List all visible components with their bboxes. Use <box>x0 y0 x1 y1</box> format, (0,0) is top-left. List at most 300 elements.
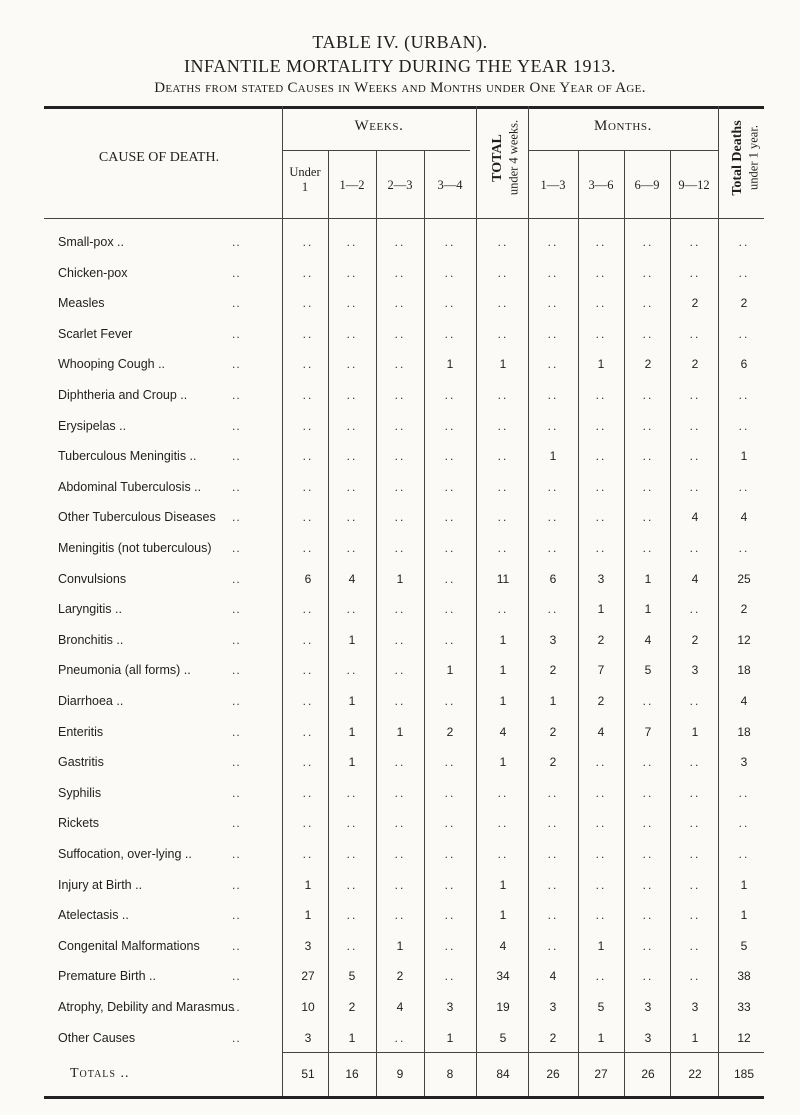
table-cell: .. <box>497 510 509 525</box>
total-deaths-header: Total Deaths <box>730 120 745 196</box>
table-cell: .. <box>444 602 456 617</box>
table-cell: .. <box>738 541 750 555</box>
table-cell: 2 <box>597 632 605 647</box>
table-cell: .. <box>547 388 559 402</box>
table-cell: .. <box>547 265 559 280</box>
table-cell: .. <box>346 785 358 800</box>
table-caption: Deaths from stated Causes in Weeks and Months under One Year of Age. <box>154 80 646 96</box>
table-cell: 5 <box>644 663 652 678</box>
leader-dots: .. <box>232 265 241 280</box>
table-cell: 4 <box>644 632 652 647</box>
table-cell: 2 <box>348 1000 356 1014</box>
leader-dots: .. <box>232 388 241 402</box>
leader-dots: .. <box>232 1000 241 1014</box>
table-cell: 5 <box>740 938 748 953</box>
table-cell: .. <box>595 969 607 984</box>
table-cell: 1 <box>499 908 507 923</box>
leader-dots: .. <box>232 449 241 464</box>
table-cell: .. <box>642 694 654 708</box>
table-cell: 1 <box>499 357 507 372</box>
table-cell: 1 <box>691 724 699 739</box>
totals-cell: 22 <box>688 1067 702 1081</box>
week-col-header: 3—4 <box>437 178 463 192</box>
table-cell: .. <box>444 418 456 433</box>
table-cell: 11 <box>496 571 510 586</box>
table-cell: .. <box>394 1030 406 1045</box>
table-cell: .. <box>444 816 456 831</box>
table-cell: .. <box>302 449 314 464</box>
totals-cell: 8 <box>446 1067 454 1081</box>
table-cell: .. <box>346 602 358 617</box>
table-cell: .. <box>444 938 456 953</box>
table-cell: .. <box>497 847 509 861</box>
table-cell: .. <box>738 235 750 249</box>
table-cell: .. <box>642 816 654 831</box>
table-cell: .. <box>302 816 314 831</box>
table-cell: 3 <box>549 1000 557 1014</box>
table-cell: 1 <box>348 1030 356 1045</box>
table-cell: .. <box>302 541 314 555</box>
table-cell: .. <box>497 479 509 494</box>
table-cell: .. <box>642 235 654 249</box>
table-cell: .. <box>595 326 607 341</box>
table-cell: .. <box>444 908 456 923</box>
table-cell: .. <box>497 388 509 402</box>
table-cell: .. <box>595 877 607 892</box>
table-cell: .. <box>346 816 358 831</box>
cause-label: Enteritis <box>58 724 104 739</box>
table-cell: .. <box>547 326 559 341</box>
table-cell: .. <box>394 296 406 311</box>
table-cell: .. <box>642 877 654 892</box>
table-cell: 2 <box>691 357 699 372</box>
table-cell: .. <box>394 357 406 372</box>
table-cell: .. <box>595 908 607 923</box>
table-cell: .. <box>346 541 358 555</box>
table-cell: 1 <box>549 449 557 464</box>
table-cell: 2 <box>691 296 699 311</box>
weeks-header: Weeks. <box>354 118 404 134</box>
leader-dots: .. <box>232 571 241 586</box>
table-cell: 2 <box>549 663 557 678</box>
table-cell: .. <box>302 510 314 525</box>
table-cell: 1 <box>396 571 404 586</box>
total-deaths-subheader: under 1 year. <box>746 125 761 190</box>
table-cell: .. <box>302 418 314 433</box>
table-cell: .. <box>497 418 509 433</box>
table-cell: 18 <box>737 663 751 678</box>
table-cell: 12 <box>737 1030 751 1045</box>
table-cell: .. <box>394 663 406 678</box>
column-divider <box>718 106 719 1096</box>
table-cell: .. <box>302 296 314 311</box>
cause-label: Tuberculous Meningitis .. <box>58 449 197 464</box>
table-cell: .. <box>642 449 654 464</box>
leader-dots: .. <box>232 418 241 433</box>
table-cell: 3 <box>644 1000 652 1014</box>
table-cell: 1 <box>597 357 605 372</box>
table-cell: .. <box>689 694 701 708</box>
cause-label: Diphtheria and Croup .. <box>58 388 188 402</box>
table-cell: .. <box>547 479 559 494</box>
table-cell: .. <box>547 541 559 555</box>
table-cell: .. <box>547 816 559 831</box>
table-cell: .. <box>547 296 559 311</box>
table-cell: 1 <box>446 663 454 678</box>
table-cell: .. <box>689 908 701 923</box>
week-col-header: 2—3 <box>387 178 413 192</box>
table-cell: .. <box>595 847 607 861</box>
table-cell: 1 <box>304 908 312 923</box>
cause-label: Congenital Malformations <box>58 938 200 953</box>
table-cell: .. <box>689 847 701 861</box>
cause-label: Scarlet Fever <box>58 326 133 341</box>
table-cell: .. <box>346 663 358 678</box>
leader-dots: .. <box>232 755 241 770</box>
table-subtitle: INFANTILE MORTALITY DURING THE YEAR 1913. <box>184 56 616 76</box>
table-cell: 2 <box>740 602 748 617</box>
table-cell: 1 <box>691 1030 699 1045</box>
table-cell: 2 <box>549 724 557 739</box>
table-cell: 27 <box>301 969 315 984</box>
table-cell: .. <box>547 938 559 953</box>
cause-label: Suffocation, over-lying .. <box>58 847 192 861</box>
table-cell: 2 <box>446 724 454 739</box>
table-cell: .. <box>302 632 314 647</box>
cause-label: Premature Birth .. <box>58 969 156 984</box>
table-cell: 3 <box>691 663 699 678</box>
table-cell: .. <box>642 969 654 984</box>
leader-dots: .. <box>232 1030 241 1045</box>
table-cell: .. <box>346 326 358 341</box>
table-cell: .. <box>497 326 509 341</box>
table-cell: 1 <box>499 694 507 708</box>
table-cell: 1 <box>740 908 748 923</box>
table-cell: .. <box>346 510 358 525</box>
table-cell: .. <box>689 418 701 433</box>
cause-label: Bronchitis .. <box>58 632 124 647</box>
table-cell: 4 <box>396 1000 404 1014</box>
table-cell: .. <box>595 541 607 555</box>
table-cell: 1 <box>446 357 454 372</box>
table-cell: .. <box>689 388 701 402</box>
cause-label: Whooping Cough .. <box>58 357 166 372</box>
leader-dots: .. <box>232 785 241 800</box>
table-cell: 2 <box>549 755 557 770</box>
table-cell: 5 <box>597 1000 605 1014</box>
leader-dots: .. <box>232 510 241 525</box>
cause-label: Other Tuberculous Diseases <box>58 510 216 525</box>
month-col-header: 9—12 <box>678 178 710 192</box>
table-cell: .. <box>547 847 559 861</box>
table-cell: 6 <box>740 357 748 372</box>
cause-label: Atelectasis .. <box>58 908 129 923</box>
table-cell: 1 <box>499 632 507 647</box>
table-cell: .. <box>346 938 358 953</box>
table-cell: 1 <box>740 877 748 892</box>
table-cell: .. <box>547 418 559 433</box>
cause-label: Measles <box>58 296 105 311</box>
table-cell: .. <box>444 632 456 647</box>
leader-dots: .. <box>232 632 241 647</box>
table-cell: .. <box>302 663 314 678</box>
table-cell: .. <box>394 510 406 525</box>
table-cell: .. <box>497 541 509 555</box>
leader-dots: .. <box>232 479 241 494</box>
table-cell: 7 <box>644 724 652 739</box>
table-cell: .. <box>689 541 701 555</box>
table-cell: 12 <box>737 632 751 647</box>
table-cell: .. <box>394 694 406 708</box>
table-cell: .. <box>394 265 406 280</box>
leader-dots: .. <box>232 602 241 617</box>
column-divider <box>282 106 283 1096</box>
table-cell: 1 <box>396 724 404 739</box>
table-cell: .. <box>444 296 456 311</box>
leader-dots: .. <box>232 877 241 892</box>
month-col-header: 1—3 <box>540 178 566 192</box>
table-cell: .. <box>642 418 654 433</box>
table-cell: .. <box>497 296 509 311</box>
leader-dots: .. <box>232 847 241 861</box>
table-cell: .. <box>497 265 509 280</box>
table-cell: 4 <box>348 571 356 586</box>
table-cell: 6 <box>549 571 557 586</box>
table-cell: .. <box>346 847 358 861</box>
totals-cell: 84 <box>496 1067 510 1081</box>
table-cell: .. <box>642 847 654 861</box>
table-cell: .. <box>689 479 701 494</box>
table-cell: 18 <box>737 724 751 739</box>
table-cell: .. <box>346 908 358 923</box>
total-under-4-weeks-subheader: under 4 weeks. <box>506 119 521 196</box>
table-cell: 38 <box>737 969 751 984</box>
table-cell: .. <box>595 510 607 525</box>
totals-label: Totals .. <box>70 1066 130 1081</box>
table-cell: .. <box>302 326 314 341</box>
table-cell: 1 <box>597 1030 605 1045</box>
totals-cell: 185 <box>733 1067 755 1081</box>
column-divider <box>424 150 425 1096</box>
table-cell: 3 <box>740 755 748 770</box>
month-col-header: 6—9 <box>634 178 660 192</box>
table-cell: .. <box>444 969 456 984</box>
table-cell: .. <box>642 296 654 311</box>
totals-cell: 51 <box>301 1067 315 1081</box>
table-cell: .. <box>444 694 456 708</box>
table-cell: .. <box>302 602 314 617</box>
table-cell: .. <box>394 449 406 464</box>
cause-label: Diarrhoea .. <box>58 694 124 708</box>
table-cell: .. <box>302 388 314 402</box>
table-cell: .. <box>302 724 314 739</box>
table-cell: 6 <box>304 571 312 586</box>
table-cell: 5 <box>348 969 356 984</box>
table-cell: .. <box>547 908 559 923</box>
table-cell: 1 <box>597 938 605 953</box>
column-divider <box>528 106 529 1096</box>
table-cell: .. <box>642 785 654 800</box>
table-cell: 1 <box>597 602 605 617</box>
table-cell: 1 <box>644 571 652 586</box>
table-cell: 33 <box>737 1000 751 1014</box>
table-cell: .. <box>394 755 406 770</box>
table-cell: .. <box>689 602 701 617</box>
month-col-header: 3—6 <box>588 178 614 192</box>
table-cell: 4 <box>740 510 748 525</box>
table-cell: 10 <box>301 1000 315 1014</box>
totals-cell: 9 <box>396 1067 404 1081</box>
table-cell: 1 <box>499 877 507 892</box>
table-cell: .. <box>444 877 456 892</box>
totals-cell: 27 <box>594 1067 608 1081</box>
table-cell: .. <box>346 418 358 433</box>
cause-label: Erysipelas .. <box>58 418 127 433</box>
table-cell: .. <box>302 785 314 800</box>
table-cell: .. <box>689 449 701 464</box>
table-cell: .. <box>444 235 456 249</box>
table-cell: 4 <box>499 938 507 953</box>
table-cell: .. <box>642 541 654 555</box>
table-cell: .. <box>595 235 607 249</box>
table-cell: .. <box>642 510 654 525</box>
table-cell: .. <box>346 877 358 892</box>
table-cell: .. <box>689 235 701 249</box>
table-cell: 2 <box>396 969 404 984</box>
totals-cell: 26 <box>546 1067 560 1081</box>
table-cell: 3 <box>549 632 557 647</box>
table-cell: .. <box>346 357 358 372</box>
table-cell: .. <box>302 235 314 249</box>
table-cell: .. <box>497 785 509 800</box>
leader-dots: .. <box>232 663 241 678</box>
table-cell: 1 <box>348 694 356 708</box>
table-cell: 2 <box>644 357 652 372</box>
table-cell: 3 <box>691 1000 699 1014</box>
leader-dots: .. <box>232 357 241 372</box>
table-cell: .. <box>547 357 559 372</box>
table-cell: .. <box>346 265 358 280</box>
table-cell: .. <box>689 816 701 831</box>
table-cell: .. <box>547 235 559 249</box>
table-cell: 25 <box>737 571 751 586</box>
total-under-4-weeks-header: TOTAL <box>490 134 505 182</box>
cause-label: Abdominal Tuberculosis .. <box>58 479 202 494</box>
table-cell: .. <box>738 785 750 800</box>
table-cell: .. <box>444 847 456 861</box>
leader-dots: .. <box>232 541 241 555</box>
cause-label: Atrophy, Debility and Marasmus <box>58 1000 235 1014</box>
table-cell: .. <box>547 877 559 892</box>
table-cell: 3 <box>304 1030 312 1045</box>
table-cell: .. <box>444 571 456 586</box>
table-cell: .. <box>394 326 406 341</box>
leader-dots: .. <box>232 938 241 953</box>
table-cell: .. <box>444 479 456 494</box>
column-divider <box>476 106 477 1096</box>
table-cell: .. <box>346 235 358 249</box>
table-cell: .. <box>394 418 406 433</box>
table-cell: .. <box>595 479 607 494</box>
months-header: Months. <box>594 118 652 134</box>
table-cell: .. <box>689 877 701 892</box>
table-cell: 1 <box>644 602 652 617</box>
table-cell: .. <box>642 479 654 494</box>
table-cell: .. <box>444 326 456 341</box>
table-cell: .. <box>738 265 750 280</box>
table-cell: .. <box>302 694 314 708</box>
table-cell: .. <box>547 602 559 617</box>
table-cell: .. <box>547 785 559 800</box>
cause-label: Chicken-pox <box>58 265 128 280</box>
table-cell: .. <box>738 479 750 494</box>
cause-label: Injury at Birth .. <box>58 877 143 892</box>
week-col-header: Under 1 <box>289 165 321 194</box>
table-cell: 34 <box>496 969 510 984</box>
table-cell: .. <box>346 296 358 311</box>
totals-cell: 26 <box>641 1067 655 1081</box>
table-cell: .. <box>302 357 314 372</box>
table-cell: .. <box>689 755 701 770</box>
table-cell: .. <box>642 938 654 953</box>
table-cell: .. <box>642 755 654 770</box>
table-cell: .. <box>394 388 406 402</box>
table-cell: .. <box>346 388 358 402</box>
table-cell: 1 <box>304 877 312 892</box>
table-cell: 3 <box>446 1000 454 1014</box>
table-cell: .. <box>394 877 406 892</box>
leader-dots: .. <box>232 326 241 341</box>
leader-dots: .. <box>232 816 241 831</box>
cause-label: Gastritis <box>58 755 104 770</box>
table-cell: .. <box>642 388 654 402</box>
column-divider <box>670 150 671 1096</box>
table-title: TABLE IV. (URBAN). <box>312 32 488 52</box>
table-cell: .. <box>738 388 750 402</box>
column-divider <box>624 150 625 1096</box>
table-cell: 1 <box>740 449 748 464</box>
table-cell: .. <box>394 632 406 647</box>
bottom-rule <box>44 1096 764 1099</box>
cause-label: Rickets <box>58 816 99 831</box>
cause-label: Convulsions <box>58 571 127 586</box>
leader-dots: .. <box>232 908 241 923</box>
table-cell: .. <box>394 235 406 249</box>
leader-dots: .. <box>232 296 241 311</box>
table-cell: .. <box>444 541 456 555</box>
table-cell: .. <box>595 265 607 280</box>
totals-top-rule <box>282 1052 764 1053</box>
table-cell: 19 <box>496 1000 510 1014</box>
table-cell: 2 <box>691 632 699 647</box>
table-cell: .. <box>738 847 750 861</box>
table-cell: 1 <box>499 663 507 678</box>
table-cell: .. <box>738 418 750 433</box>
table-cell: .. <box>689 938 701 953</box>
table-cell: .. <box>444 755 456 770</box>
table-cell: 7 <box>597 663 605 678</box>
column-divider <box>328 150 329 1096</box>
table-cell: 5 <box>499 1030 507 1045</box>
table-cell: 4 <box>691 571 699 586</box>
table-cell: 1 <box>348 632 356 647</box>
table-cell: 2 <box>740 296 748 311</box>
table-cell: .. <box>444 449 456 464</box>
table-cell: 1 <box>348 724 356 739</box>
table-cell: 1 <box>446 1030 454 1045</box>
table-cell: 4 <box>740 694 748 708</box>
table-cell: 4 <box>597 724 605 739</box>
